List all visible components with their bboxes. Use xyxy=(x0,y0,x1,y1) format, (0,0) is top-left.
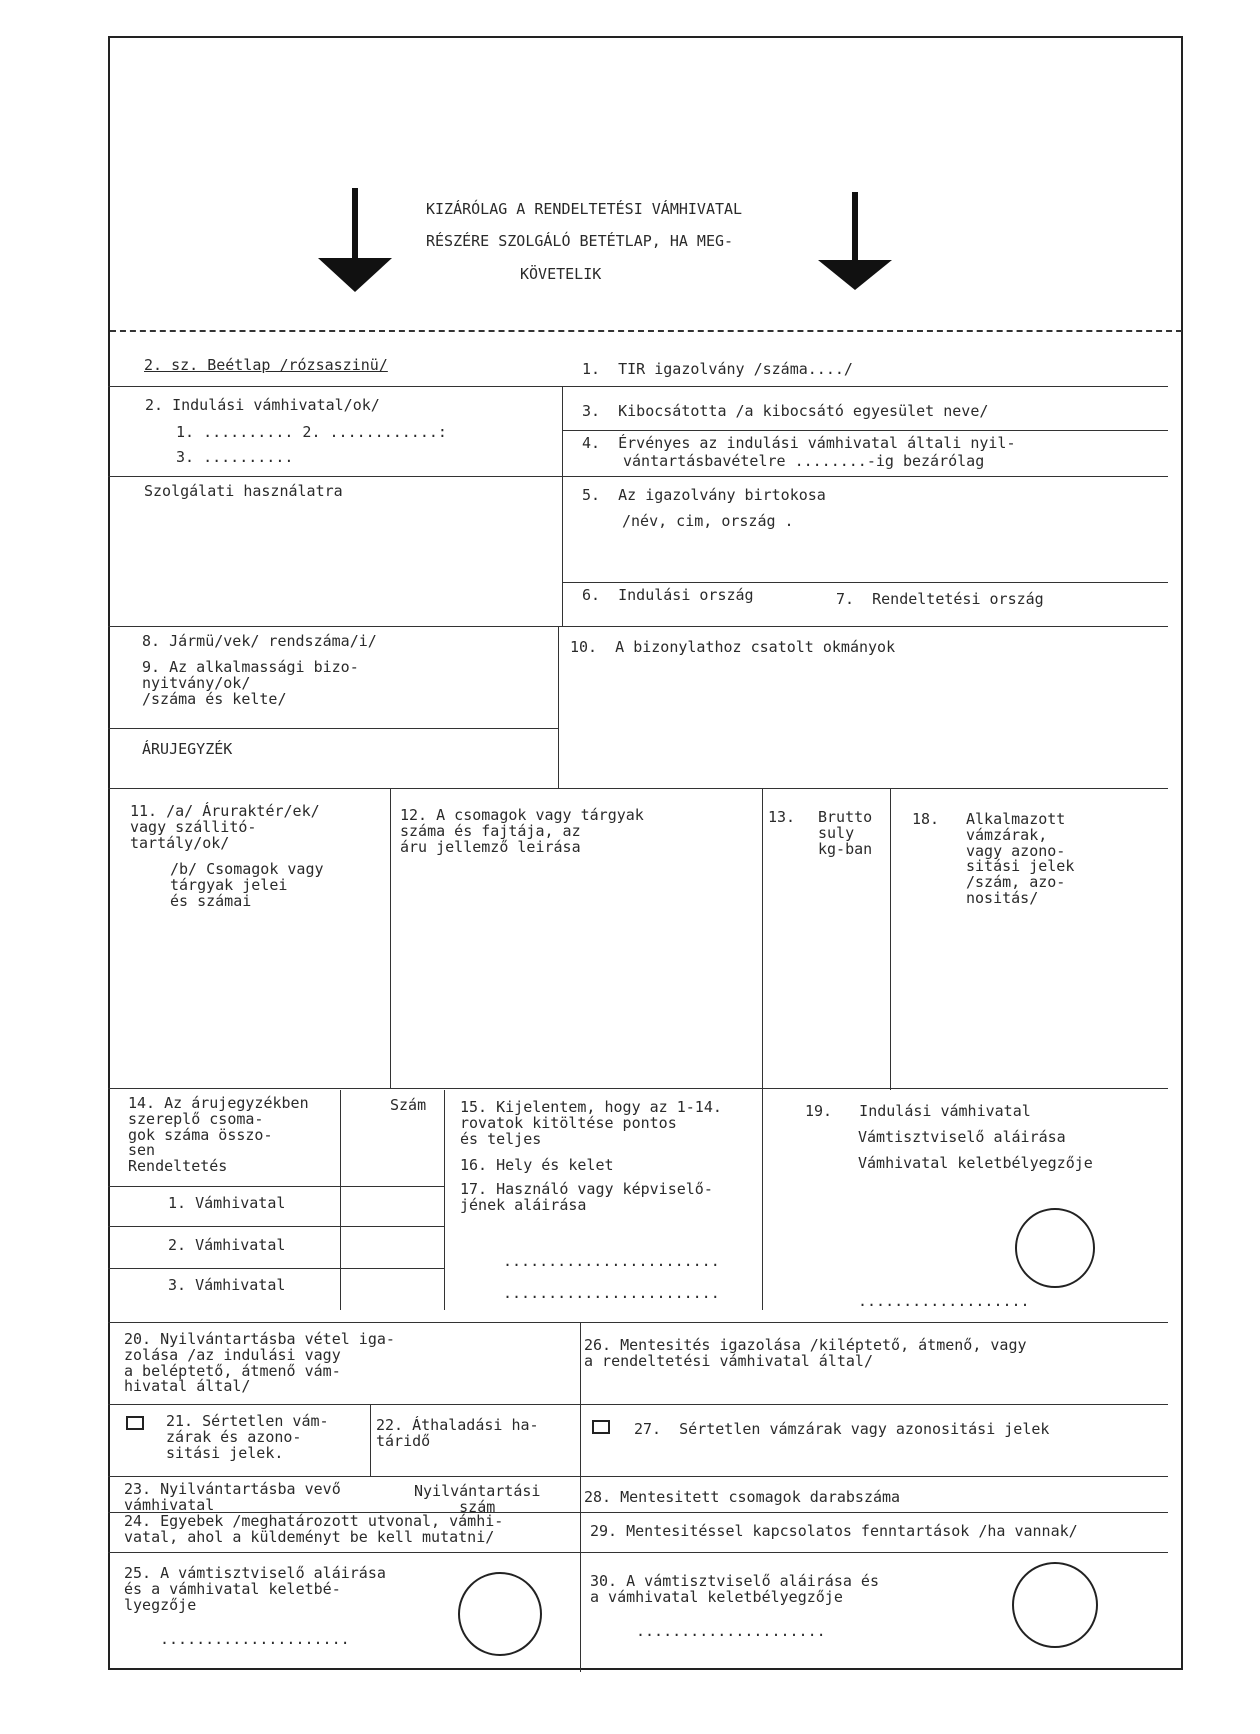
box-14-package-count: 14. Az árujegyzékben szereplő csoma- gok száma összo- sen Rendeltetés xyxy=(128,1094,309,1175)
box-13-number: 13. xyxy=(768,808,796,826)
box-3-issued-by: 3. Kibocsátotta /a kibocsátó egyesület neve/ xyxy=(582,402,989,420)
customs-office-2: 2. Vámhivatal xyxy=(168,1236,286,1254)
arrow-down-right-icon xyxy=(818,192,892,290)
cut-line xyxy=(110,330,1182,332)
box-17-dots-2: ........................ xyxy=(503,1284,720,1302)
box-2-title: 2. Indulási vámhivatal/ok/ xyxy=(145,396,380,414)
customs-office-1: 1. Vámhivatal xyxy=(168,1194,286,1212)
box-6-departure-country: 6. Indulási ország xyxy=(582,586,754,604)
box-13-gross-weight: Brutto suly kg-ban xyxy=(818,808,873,858)
box-26-discharge: 26. Mentesités igazolása /kiléptető, átmenő, vagy a rendeltetési vámhivatal által/ xyxy=(584,1336,1027,1370)
box-19-line-2: Vámtisztviselő aláirása xyxy=(858,1128,1066,1146)
box-18-seals: Alkalmazott vámzárak, vagy azono- sitási jelek /szám, azo- nositás/ xyxy=(966,810,1075,907)
box-29-reservations: 29. Mentesitéssel kapcsolatos fenntartások /ha vannak/ xyxy=(590,1522,1078,1540)
box-17-signature: 17. Használó vagy képviselő- jének aláirása xyxy=(460,1180,713,1214)
box-25-signature: 25. A vámtisztviselő aláirása és a vámhivatal keletbé- lyegzője xyxy=(124,1564,386,1614)
header-line-1: KIZÁRÓLAG A RENDELTETÉSI VÁMHIVATAL xyxy=(426,200,743,218)
header-line-3: KÖVETELIK xyxy=(520,265,602,283)
box-5-line-1: 5. Az igazolvány birtokosa xyxy=(582,486,826,504)
box-10-attached-docs: 10. A bizonylathoz csatolt okmányok xyxy=(570,638,896,656)
box-19-dots: ................... xyxy=(858,1292,1030,1310)
box-11b-package-marks: /b/ Csomagok vagy tárgyak jelei és számai xyxy=(170,860,324,910)
box-16-place-date: 16. Hely és kelet xyxy=(460,1156,614,1174)
box-18-number: 18. xyxy=(912,810,940,828)
box-1-tir-carnet: 1. TIR igazolvány /száma..../ xyxy=(582,360,853,378)
box-27-seals-intact: 27. Sértetlen vámzárak vagy azonositási jelek xyxy=(634,1420,1050,1438)
box-25-dots: ..................... xyxy=(160,1630,350,1648)
box-20-registration: 20. Nyilvántartásba vétel iga- zolása /az indulási vagy a beléptető, átmenő vám- hivatal által/ xyxy=(124,1330,395,1396)
box-2-line-1: 1. .......... 2. ............: xyxy=(176,423,447,441)
arrow-down-left-icon xyxy=(318,188,392,292)
box-8-vehicle-reg: 8. Jármü/vek/ rendszáma/i/ xyxy=(142,632,377,650)
box-15-declaration: 15. Kijelentem, hogy az 1-14. rovatok kitöltése pontos és teljes xyxy=(460,1098,722,1148)
sheet-label: 2. sz. Beétlap /rózsaszinü/ xyxy=(144,356,388,374)
box-23-registering-office: 23. Nyilvántartásba vevő vámhivatal xyxy=(124,1480,341,1514)
box-21-seals-intact: 21. Sértetlen vám- zárak és azono- sitási jelek. xyxy=(166,1412,329,1462)
box-9-approval-cert: 9. Az alkalmassági bizo- nyitvány/ok/ /száma és kelte/ xyxy=(142,658,359,708)
service-use-label: Szolgálati használatra xyxy=(144,482,343,500)
checkbox-27[interactable] xyxy=(592,1420,610,1434)
goods-list-label: ÁRUJEGYZÉK xyxy=(142,740,233,758)
box-7-destination-country: 7. Rendeltetési ország xyxy=(836,590,1044,608)
box-30-signature: 30. A vámtisztviselő aláirása és a vámhivatal keletbélyegzője xyxy=(590,1572,879,1606)
box-5-line-2: /név, cim, ország . xyxy=(622,512,794,530)
box-23-registration-number: Nyilvántartási szám xyxy=(414,1482,541,1516)
box-4-line-2: vántartásbavételre ........-ig bezárólag xyxy=(623,452,985,470)
checkbox-21[interactable] xyxy=(126,1416,144,1430)
header-line-2: RÉSZÉRE SZOLGÁLÓ BETÉTLAP, HA MEG- xyxy=(426,232,734,250)
number-column-label: Szám xyxy=(390,1096,427,1114)
box-24-other: 24. Egyebek /meghatározott utvonal, vámhi- vatal, ahol a küldeményt be kell mutatni/ xyxy=(124,1512,504,1546)
customs-office-3: 3. Vámhivatal xyxy=(168,1276,286,1294)
box-22-transit-deadline: 22. Áthaladási ha- táridő xyxy=(376,1416,539,1450)
box-4-line-1: 4. Érvényes az indulási vámhivatal általi nyil- xyxy=(582,434,1016,452)
box-17-dots-1: ........................ xyxy=(503,1252,720,1270)
box-19-line-1: 19. Indulási vámhivatal xyxy=(805,1102,1031,1120)
box-19-line-3: Vámhivatal keletbélyegzője xyxy=(858,1154,1093,1172)
box-28-packages-discharged: 28. Mentesitett csomagok darabszáma xyxy=(584,1488,901,1506)
stamp-circle-30 xyxy=(1012,1562,1098,1648)
box-30-dots: ..................... xyxy=(636,1622,826,1640)
box-12-package-description: 12. A csomagok vagy tárgyak száma és fajtája, az áru jellemző leirása xyxy=(400,806,644,856)
box-2-line-3: 3. .......... xyxy=(176,448,294,466)
stamp-circle-25 xyxy=(458,1572,542,1656)
box-11a-cargo-space: 11. /a/ Áruraktér/ek/ vagy szállitó- tartály/ok/ xyxy=(130,802,320,852)
stamp-circle-19 xyxy=(1015,1208,1095,1288)
